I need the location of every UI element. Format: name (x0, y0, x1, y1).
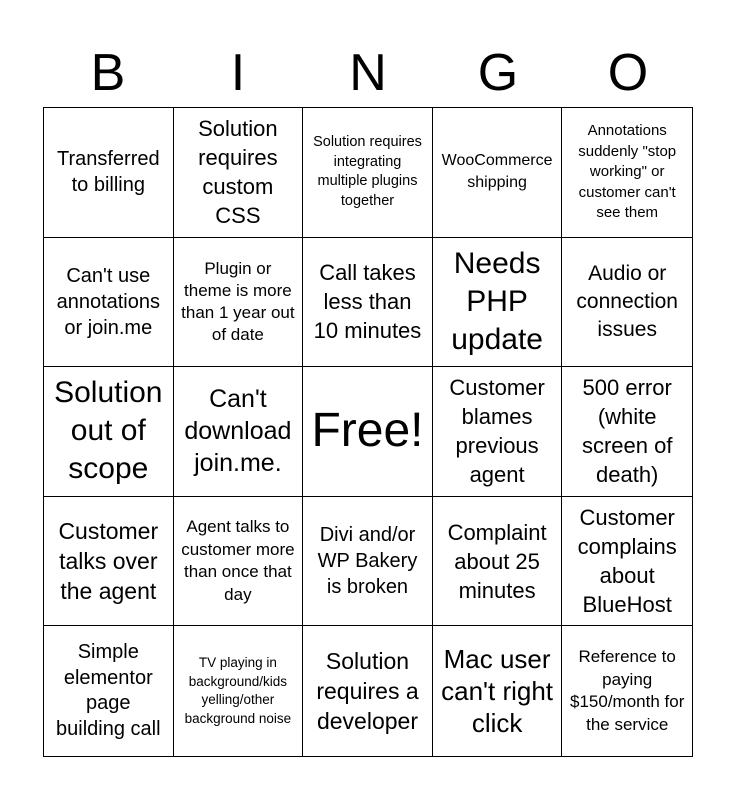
bingo-cell[interactable] (174, 626, 304, 756)
bingo-cell[interactable] (562, 367, 692, 497)
header-letter-g: G (477, 44, 519, 102)
bingo-cell[interactable] (44, 497, 174, 627)
bingo-cell[interactable] (433, 367, 563, 497)
free-cell[interactable] (303, 367, 433, 497)
bingo-cell[interactable] (174, 367, 304, 497)
bingo-cell[interactable] (174, 238, 304, 368)
bingo-cell[interactable] (562, 108, 692, 238)
bingo-cell[interactable] (562, 497, 692, 627)
cell-text: WooCommerce shipping (441, 152, 553, 192)
cell-text: Mac user can't right click (441, 644, 554, 739)
bingo-board (43, 107, 693, 757)
cell-text: Customer talks over the agent (58, 518, 159, 605)
bingo-cell[interactable] (174, 108, 304, 238)
cell-text: Solution requires integrating multiple plugins together (313, 134, 422, 209)
cell-text: Reference to paying $150/month for the service (570, 647, 685, 734)
bingo-cell[interactable] (44, 108, 174, 238)
cell-text: Annotations suddenly "stop working" or customer can't see them (578, 122, 677, 222)
cell-text: Customer complains about BlueHost (577, 505, 677, 618)
cell-text: Needs PHP update (451, 246, 543, 356)
cell-text: 500 error (white screen of death) (581, 375, 673, 488)
bingo-cell[interactable] (174, 497, 304, 627)
header-letter-b: B (90, 44, 126, 102)
cell-text: Can't download join.me. (184, 385, 292, 478)
cell-text: Complaint about 25 minutes (447, 519, 547, 603)
header-letter-o: O (607, 44, 649, 102)
cell-text: Divi and/or WP Bakery is broken (317, 524, 418, 599)
bingo-cell[interactable] (562, 238, 692, 368)
bingo-cell[interactable] (433, 238, 563, 368)
bingo-cell[interactable] (562, 626, 692, 756)
cell-text: Agent talks to customer more than once that day (181, 517, 295, 604)
bingo-cell[interactable] (433, 626, 563, 756)
cell-text: Solution out of scope (54, 376, 163, 486)
header-letter-i: I (230, 44, 246, 102)
cell-text: Customer blames previous agent (449, 375, 545, 488)
bingo-cell[interactable] (44, 626, 174, 756)
header-letter-n: N (349, 44, 387, 102)
cell-text: TV playing in background/kids yelling/other background noise (184, 655, 292, 726)
cell-text: Plugin or theme is more than 1 year out of date (181, 258, 295, 344)
cell-text: Transferred to billing (56, 148, 160, 197)
free-text: Free! (311, 404, 424, 458)
bingo-cell[interactable] (303, 497, 433, 627)
bingo-cell[interactable] (303, 626, 433, 756)
bingo-header (43, 40, 693, 106)
cell-text: Simple elementor page building call (56, 641, 161, 740)
bingo-cell[interactable] (433, 497, 563, 627)
bingo-cell[interactable] (44, 367, 174, 497)
cell-text: Solution requires custom CSS (198, 116, 278, 229)
cell-text: Solution requires a developer (316, 648, 419, 735)
cell-text: Audio or connection issues (576, 261, 678, 341)
bingo-cell[interactable] (303, 238, 433, 368)
bingo-cell[interactable] (44, 238, 174, 368)
bingo-cell[interactable] (303, 108, 433, 238)
bingo-cell[interactable] (433, 108, 563, 238)
cell-text: Can't use annotations or join.me (56, 264, 160, 339)
cell-text: Call takes less than 10 minutes (313, 260, 422, 344)
